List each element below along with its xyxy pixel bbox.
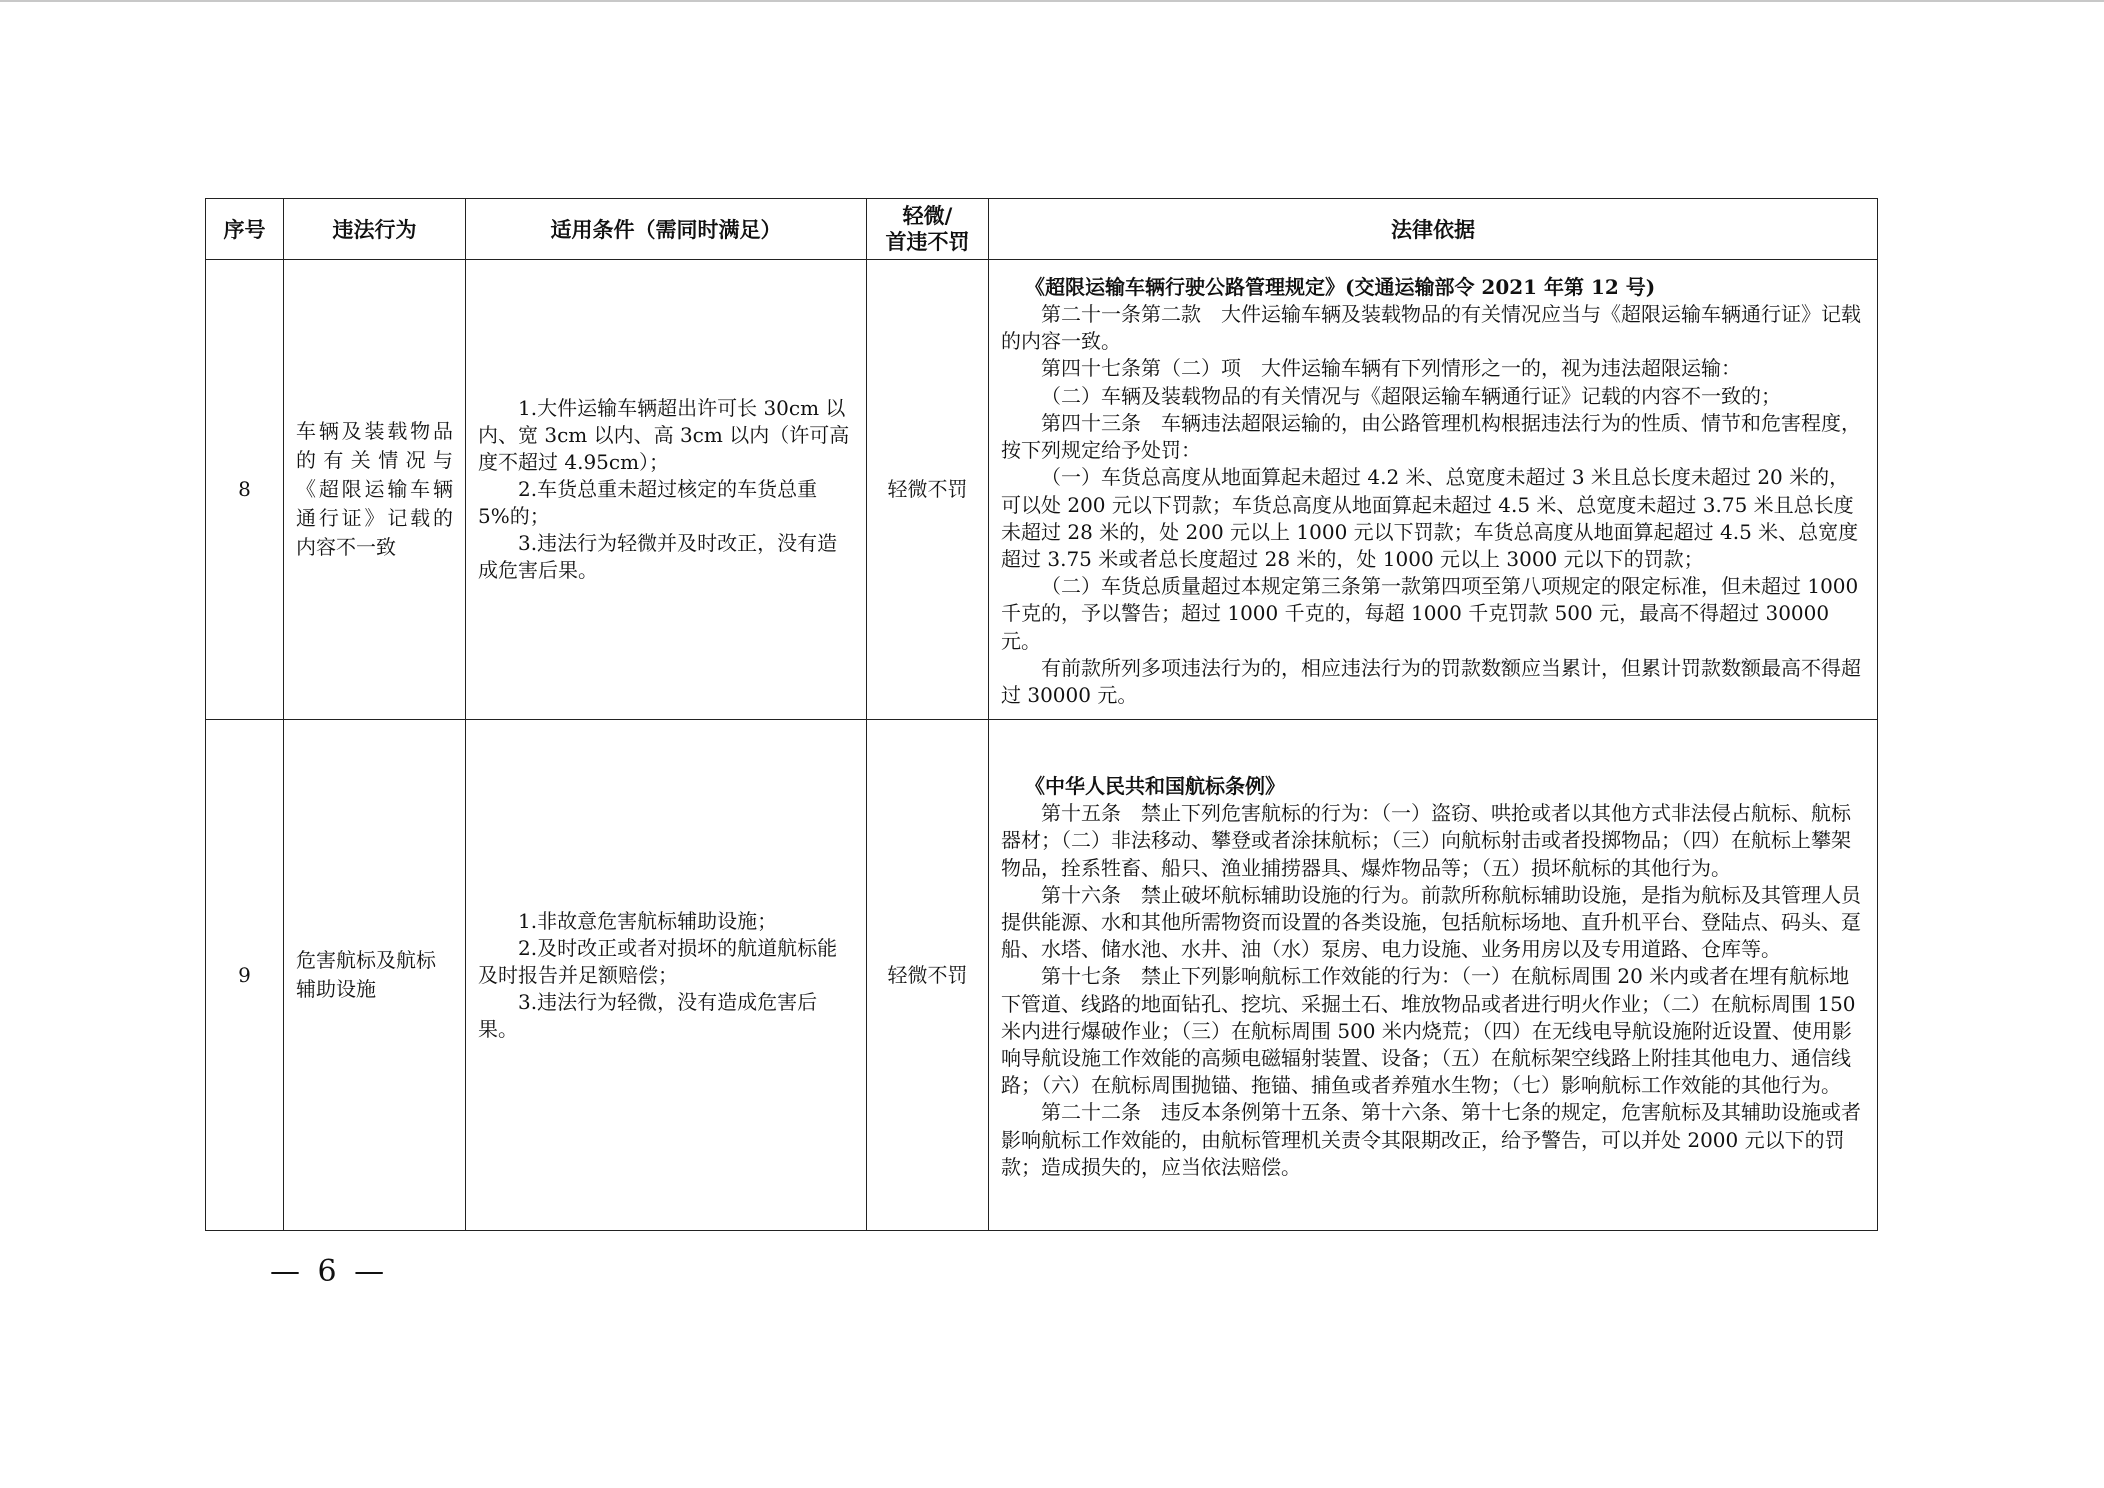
law-clause: （二）车辆及装载物品的有关情况与《超限运输车辆通行证》记载的内容不一致的； [1041,383,1781,408]
table-header-row [206,199,1878,260]
violation-cell [284,260,466,720]
law-clause: 第四十三条 车辆违法超限运输的，由公路管理机构根据违法行为的性质、情节和危害程度，按下列规定给予处罚： [1001,410,1861,463]
conditions-cell [466,260,867,720]
header-number: 序号 [206,199,284,260]
condition-item: 3.违法行为轻微并及时改正，没有造成危害后果。 [478,531,838,582]
page-number: — 6 — [270,1254,389,1289]
law-clause: 第二十二条 违反本条例第十五条、第十六条、第十七条的规定，危害航标及其辅助设施或者影响航标工作效能的，由航标管理机关责令其限期改正，给予警告，可以并处 2000 元以下的罚款；造成损失的，应当依法赔偿。 [1001,1100,1861,1179]
row-number: 9 [206,720,284,1231]
violation-rules-table [205,198,1878,1231]
header-legal-basis: 法律依据 [989,199,1878,260]
law-clause: 第十六条 禁止破坏航标辅助设施的行为。前款所称航标辅助设施，是指为航标及其管理人员提供能源、水和其他所需物资而设置的各类设施，包括航标场地、直升机平台、登陆点、码头、趸船、水塔、储水池、水井、油（水）泵房、电力设施、业务用房以及专用道路、仓库等。 [1001,882,1861,962]
table-row [206,720,1878,1231]
law-clause: （一）车货总高度从地面算起未超过 4.2 米、总宽度未超过 3 米且总长度未超过 20 米的，可以处 200 元以下罚款；车货总高度从地面算起未超过 4.5 米、总宽度未超过 3.75 米且总长度未超过 28 米的，处 200 元以上 1000 元以下罚款；车货总高度从地面算起超过 4.5 米、总宽度超过 3.75 米或者总长度超过 28 米的，处 1000 元以上 3000 元以下的罚款； [1001,465,1859,571]
law-clause: 第十五条 禁止下列危害航标的行为：（一）盗窃、哄抢或者以其他方式非法侵占航标、航标器材；（二）非法移动、攀登或者涂抹航标；（三）向航标射击或者投掷物品；（四）在航标上攀架物品，拴系牲畜、船只、渔业捕捞器具、爆炸物品等；（五）损坏航标的其他行为。 [1001,801,1851,880]
law-clause: 第二十一条第二款 大件运输车辆及装载物品的有关情况应当与《超限运输车辆通行证》记载的内容一致。 [1001,302,1861,354]
header-penalty-type-line2: 首违不罚 [885,230,970,254]
law-clause: 第十七条 禁止下列影响航标工作效能的行为：（一）在航标周围 20 米内或者在埋有航标地下管道、线路的地面钻孔、挖坑、采掘土石、堆放物品或者进行明火作业；（二）在航标周围 150 米内进行爆破作业；（三）在航标周围 500 米内烧荒；（四）在无线电导航设施附近设置、使用影响导航设施工作效能的高频电磁辐射装置、设备；（五）在航标架空线路上附挂其他电力、通信线路；（六）在航标周围抛锚、拖锚、捕鱼或者养殖水生物；（七）影响航标工作效能的其他行为。 [1001,964,1856,1098]
condition-item: 3.违法行为轻微，没有造成危害后果。 [478,989,818,1041]
header-penalty-type-line1: 轻微/ [902,204,953,228]
condition-item: 1.大件运输车辆超出许可长 30cm 以内、宽 3cm 以内、高 3cm 以内（许可高度不超过 4.95cm）； [478,396,850,474]
condition-item: 2.车货总重未超过核定的车货总重 5%的； [478,477,818,528]
table-row [206,260,1878,720]
legal-basis-cell [989,720,1878,1231]
condition-item: 1.非故意危害航标辅助设施； [518,908,778,933]
condition-item: 2.及时改正或者对损坏的航道航标能及时报告并足额赔偿； [478,935,838,987]
penalty-type-cell: 轻微不罚 [867,260,989,720]
violation-text: 危害航标及航标辅助设施 [296,948,436,1001]
law-title: 《中华人民共和国航标条例》 [1025,773,1285,798]
header-violation: 违法行为 [284,199,466,260]
penalty-type-cell: 轻微不罚 [867,720,989,1231]
page-top-edge [0,0,2104,2]
conditions-cell [466,720,867,1231]
header-conditions: 适用条件（需同时满足） [466,199,867,260]
law-clause: 有前款所列多项违法行为的，相应违法行为的罚款数额应当累计，但累计罚款数额最高不得超过 30000 元。 [1001,655,1861,707]
violation-text: 车辆及装载物品的有关情况与《超限运输车辆通行证》记载的内容不一致 [296,419,453,559]
violation-cell [284,720,466,1231]
legal-basis-cell [989,260,1878,720]
law-clause: （二）车货总质量超过本规定第三条第一款第四项至第八项规定的限定标准，但未超过 1000 千克的，予以警告；超过 1000 千克的，每超 1000 千克罚款 500 元，最高不得超过 30000 元。 [1001,574,1859,653]
header-penalty-type [867,199,989,260]
law-title: 《超限运输车辆行驶公路管理规定》(交通运输部令 2021 年第 12 号) [1025,274,1656,299]
law-clause: 第四十七条第（二）项 大件运输车辆有下列情形之一的，视为违法超限运输： [1041,356,1741,381]
row-number: 8 [206,260,284,720]
